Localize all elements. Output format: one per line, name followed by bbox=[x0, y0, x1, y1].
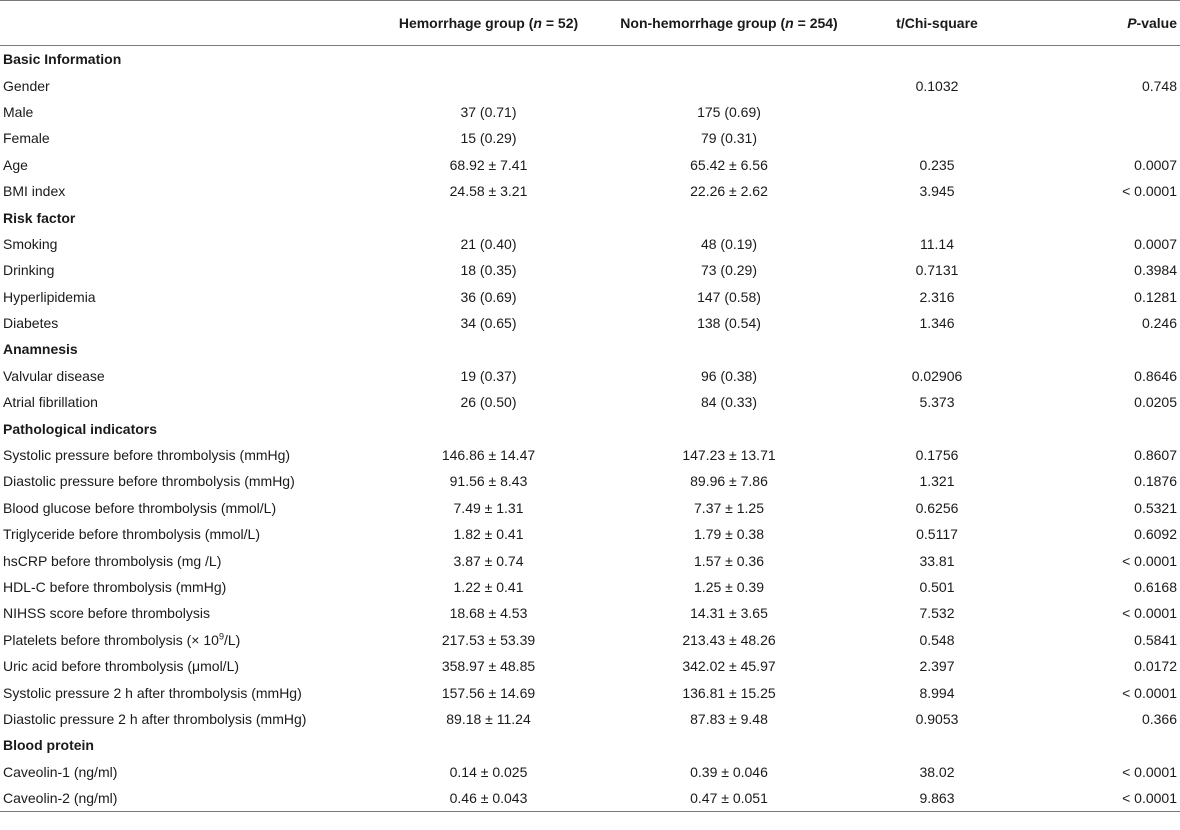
row-label: Valvular disease bbox=[3, 367, 105, 384]
section-header-row bbox=[0, 415, 1180, 441]
statistic-value: 2.316 bbox=[919, 288, 955, 305]
table-row bbox=[0, 785, 1180, 812]
header-p-value bbox=[1026, 1, 1180, 46]
non-hemorrhage-value: 342.02 ± 45.97 bbox=[682, 658, 776, 675]
row-label: Smoking bbox=[3, 235, 58, 252]
p-value: 0.0205 bbox=[1134, 394, 1177, 411]
statistic-value bbox=[848, 125, 1026, 151]
p-value: < 0.0001 bbox=[1122, 183, 1177, 200]
statistic-value: 0.7131 bbox=[915, 262, 959, 279]
table-row bbox=[0, 521, 1180, 547]
hemorrhage-value: 0.14 ± 0.025 bbox=[449, 763, 528, 780]
header-nonhem-prefix: Non-hemorrhage group ( bbox=[620, 15, 786, 31]
section-title: Blood protein bbox=[3, 737, 94, 754]
hemorrhage-value: 146.86 ± 14.47 bbox=[441, 447, 536, 464]
non-hemorrhage-value: 89.96 ± 7.86 bbox=[690, 473, 768, 490]
section-header-row bbox=[0, 732, 1180, 758]
row-label: HDL-C before thrombolysis (mmHg) bbox=[3, 579, 227, 595]
non-hemorrhage-value: 14.31 ± 3.65 bbox=[690, 605, 768, 622]
p-value: 0.246 bbox=[1141, 315, 1177, 332]
row-label: Diastolic pressure 2 h after thrombolysis (mmHg) bbox=[3, 710, 307, 727]
hemorrhage-value bbox=[367, 72, 610, 98]
hemorrhage-value: 24.58 ± 3.21 bbox=[449, 183, 528, 200]
table-row bbox=[0, 389, 1180, 415]
header-p-letter: P bbox=[1127, 15, 1137, 31]
non-hemorrhage-value bbox=[610, 72, 848, 98]
row-label: Female bbox=[3, 130, 50, 147]
row-label: Atrial fibrillation bbox=[3, 394, 98, 411]
row-label: BMI index bbox=[3, 183, 66, 200]
non-hemorrhage-value: 96 (0.38) bbox=[700, 367, 758, 384]
section-title: Anamnesis bbox=[3, 341, 78, 358]
row-label-unit: /L) bbox=[223, 631, 241, 648]
statistic-value: 7.532 bbox=[919, 605, 955, 622]
statistic-value: 5.373 bbox=[919, 394, 955, 411]
non-hemorrhage-value: 138 (0.54) bbox=[697, 315, 761, 332]
hemorrhage-value: 157.56 ± 14.69 bbox=[441, 684, 536, 701]
statistic-value: 0.1756 bbox=[915, 447, 959, 464]
table-row bbox=[0, 125, 1180, 151]
p-value: < 0.0001 bbox=[1026, 785, 1180, 812]
hemorrhage-value: 36 (0.69) bbox=[460, 288, 517, 305]
row-label: Male bbox=[3, 103, 34, 120]
statistic-value: 3.945 bbox=[919, 183, 955, 200]
section-title: Risk factor bbox=[3, 209, 76, 226]
header-hem-prefix: Hemorrhage group ( bbox=[398, 15, 534, 31]
non-hemorrhage-value: 147 (0.58) bbox=[697, 288, 761, 305]
p-value: 0.8646 bbox=[1134, 367, 1177, 384]
header-hem-n: n bbox=[533, 15, 542, 31]
p-value bbox=[1026, 99, 1180, 125]
header-row bbox=[0, 1, 1180, 46]
row-label: Age bbox=[3, 156, 28, 173]
non-hemorrhage-value: 65.42 ± 6.56 bbox=[690, 156, 768, 173]
header-variable bbox=[0, 1, 367, 46]
statistic-value: 0.501 bbox=[919, 579, 955, 595]
p-value: 0.6168 bbox=[1134, 579, 1177, 595]
statistic-value: 1.321 bbox=[919, 473, 955, 490]
row-label: Diastolic pressure before thrombolysis (mmHg) bbox=[3, 473, 295, 490]
hemorrhage-value: 0.46 ± 0.043 bbox=[367, 785, 610, 812]
row-label: hsCRP before thrombolysis (mg /L) bbox=[3, 552, 222, 569]
hemorrhage-value: 18.68 ± 4.53 bbox=[449, 605, 528, 622]
table-body bbox=[0, 46, 1180, 812]
hemorrhage-value: 217.53 ± 53.39 bbox=[441, 631, 536, 648]
non-hemorrhage-value: 136.81 ± 15.25 bbox=[682, 684, 776, 701]
row-label: NIHSS score before thrombolysis bbox=[3, 605, 210, 622]
p-value: 0.5841 bbox=[1134, 631, 1177, 648]
table-row bbox=[0, 284, 1180, 310]
table-header bbox=[0, 1, 1180, 46]
non-hemorrhage-value: 0.39 ± 0.046 bbox=[690, 763, 768, 780]
non-hemorrhage-value: 48 (0.19) bbox=[700, 235, 758, 252]
table-row bbox=[0, 706, 1180, 732]
statistic-value: 9.863 bbox=[848, 785, 1026, 812]
table-row bbox=[0, 495, 1180, 521]
statistic-value: 1.346 bbox=[919, 315, 955, 332]
row-label: Diabetes bbox=[3, 315, 59, 332]
hemorrhage-value: 7.49 ± 1.31 bbox=[453, 499, 524, 516]
hemorrhage-value: 358.97 ± 48.85 bbox=[441, 658, 536, 675]
p-value: 0.0007 bbox=[1134, 156, 1177, 173]
p-value: 0.8607 bbox=[1134, 447, 1177, 464]
p-value: 0.1876 bbox=[1134, 473, 1177, 490]
header-p-suffix: -value bbox=[1136, 15, 1177, 31]
statistic-value: 0.235 bbox=[919, 156, 955, 173]
statistic-value bbox=[848, 99, 1026, 125]
statistic-value: 0.1032 bbox=[915, 77, 959, 94]
row-label: Uric acid before thrombolysis (μmol/L) bbox=[3, 658, 240, 675]
non-hemorrhage-value: 213.43 ± 48.26 bbox=[682, 631, 776, 648]
table-row bbox=[0, 99, 1180, 125]
p-value bbox=[1026, 125, 1180, 151]
table-row bbox=[0, 257, 1180, 283]
table-row bbox=[0, 363, 1180, 389]
hemorrhage-value: 26 (0.50) bbox=[460, 394, 517, 411]
p-value: 0.366 bbox=[1141, 710, 1177, 727]
hemorrhage-value: 37 (0.71) bbox=[460, 103, 517, 120]
non-hemorrhage-value: 175 (0.69) bbox=[697, 103, 761, 120]
table-row bbox=[0, 310, 1180, 336]
non-hemorrhage-value: 84 (0.33) bbox=[700, 394, 758, 411]
hemorrhage-value: 68.92 ± 7.41 bbox=[449, 156, 528, 173]
row-label: Gender bbox=[3, 77, 50, 94]
table-row bbox=[0, 679, 1180, 705]
statistic-value: 0.6256 bbox=[915, 499, 959, 516]
table-row bbox=[0, 178, 1180, 204]
statistic-value: 0.5117 bbox=[916, 526, 958, 543]
section-header-row bbox=[0, 336, 1180, 362]
statistic-value: 8.994 bbox=[919, 684, 955, 701]
p-value: 0.0007 bbox=[1134, 235, 1177, 252]
table-row bbox=[0, 627, 1180, 653]
p-value: < 0.0001 bbox=[1122, 552, 1177, 569]
row-label: Hyperlipidemia bbox=[3, 288, 96, 305]
table-row bbox=[0, 653, 1180, 679]
row-label bbox=[0, 627, 367, 653]
hemorrhage-value: 18 (0.35) bbox=[460, 262, 517, 279]
p-value: 0.5321 bbox=[1134, 499, 1177, 516]
hemorrhage-value: 19 (0.37) bbox=[460, 367, 517, 384]
statistic-value: 0.548 bbox=[919, 631, 955, 648]
table-row bbox=[0, 547, 1180, 573]
header-hem-suffix: = 52) bbox=[541, 15, 579, 31]
non-hemorrhage-value: 1.79 ± 0.38 bbox=[694, 526, 764, 543]
header-hemorrhage-group bbox=[367, 1, 610, 46]
statistic-value: 0.9053 bbox=[915, 710, 959, 727]
section-header-row bbox=[0, 204, 1180, 230]
section-header-row bbox=[0, 46, 1180, 73]
header-statistic: t/Chi-square bbox=[848, 1, 1026, 46]
table-row bbox=[0, 759, 1180, 785]
hemorrhage-value: 1.22 ± 0.41 bbox=[453, 579, 524, 595]
row-label-text: Platelets before thrombolysis (× 10 bbox=[3, 631, 219, 648]
statistic-value: 33.81 bbox=[919, 552, 955, 569]
statistic-value: 11.14 bbox=[920, 235, 954, 252]
hemorrhage-value: 21 (0.40) bbox=[460, 235, 517, 252]
row-label: Drinking bbox=[3, 262, 55, 279]
hemorrhage-value: 89.18 ± 11.24 bbox=[446, 710, 531, 727]
row-label: Systolic pressure before thrombolysis (mmHg) bbox=[3, 447, 291, 464]
hemorrhage-value: 91.56 ± 8.43 bbox=[449, 473, 528, 490]
header-nonhem-n: n bbox=[785, 15, 794, 31]
row-label: Caveolin-2 (ng/ml) bbox=[0, 785, 367, 812]
row-label: Caveolin-1 (ng/ml) bbox=[3, 763, 118, 780]
row-label: Triglyceride before thrombolysis (mmol/L) bbox=[3, 526, 260, 543]
p-value: 0.6092 bbox=[1134, 526, 1177, 543]
p-value: 0.748 bbox=[1141, 77, 1177, 94]
table-row bbox=[0, 72, 1180, 98]
hemorrhage-value: 3.87 ± 0.74 bbox=[453, 552, 524, 569]
row-label-superscript: 9 bbox=[218, 631, 224, 642]
header-nonhem-suffix: = 254) bbox=[793, 15, 838, 31]
non-hemorrhage-value: 22.26 ± 2.62 bbox=[690, 183, 768, 200]
p-value: < 0.0001 bbox=[1122, 763, 1177, 780]
p-value: 0.1281 bbox=[1134, 288, 1177, 305]
non-hemorrhage-value: 147.23 ± 13.71 bbox=[682, 447, 776, 464]
table-row bbox=[0, 600, 1180, 626]
p-value: < 0.0001 bbox=[1122, 684, 1177, 701]
p-value: 0.3984 bbox=[1134, 262, 1177, 279]
table-row bbox=[0, 574, 1180, 600]
table-row bbox=[0, 468, 1180, 494]
p-value: 0.0172 bbox=[1134, 658, 1177, 675]
hemorrhage-value: 1.82 ± 0.41 bbox=[453, 526, 524, 543]
non-hemorrhage-value: 1.57 ± 0.36 bbox=[694, 552, 764, 569]
non-hemorrhage-value: 73 (0.29) bbox=[700, 262, 758, 279]
table-row bbox=[0, 442, 1180, 468]
non-hemorrhage-value: 0.47 ± 0.051 bbox=[610, 785, 848, 812]
statistic-value: 0.02906 bbox=[911, 367, 963, 384]
non-hemorrhage-value: 79 (0.31) bbox=[700, 130, 758, 147]
hemorrhage-value: 15 (0.29) bbox=[460, 130, 517, 147]
row-label: Systolic pressure 2 h after thrombolysis (mmHg) bbox=[3, 684, 302, 701]
table-row bbox=[0, 231, 1180, 257]
header-non-hemorrhage-group bbox=[610, 1, 848, 46]
p-value: < 0.0001 bbox=[1122, 605, 1177, 622]
statistic-value: 38.02 bbox=[919, 763, 955, 780]
section-title: Basic Information bbox=[3, 51, 122, 68]
non-hemorrhage-value: 7.37 ± 1.25 bbox=[694, 499, 764, 516]
non-hemorrhage-value: 87.83 ± 9.48 bbox=[690, 710, 768, 727]
hemorrhage-value: 34 (0.65) bbox=[460, 315, 517, 332]
statistic-value: 2.397 bbox=[919, 658, 955, 675]
section-title: Pathological indicators bbox=[3, 420, 158, 437]
non-hemorrhage-value: 1.25 ± 0.39 bbox=[694, 579, 764, 595]
row-label: Blood glucose before thrombolysis (mmol/L) bbox=[3, 499, 277, 516]
table-row bbox=[0, 152, 1180, 178]
